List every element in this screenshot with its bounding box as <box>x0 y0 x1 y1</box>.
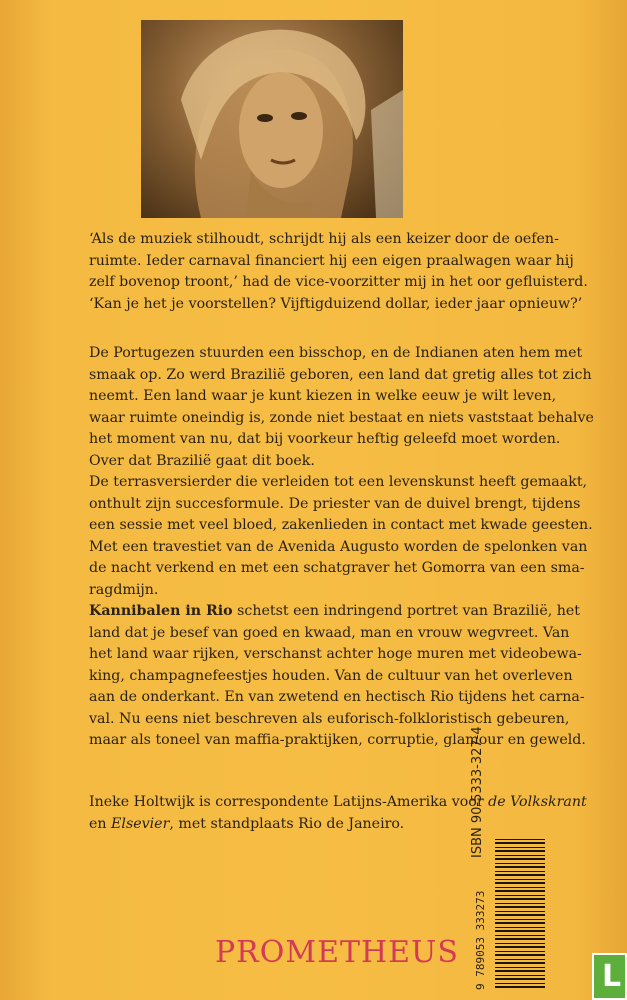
barcode <box>495 838 545 988</box>
text-line: land dat je besef van goed en kwaad, man en vrouw wegvreet. Van <box>89 624 570 641</box>
library-label <box>592 953 627 1000</box>
text-line: ‘Kan je het je voorstellen? Vijftigduizend dollar, ieder jaar opnieuw?’ <box>89 295 583 312</box>
text-fragment: en <box>89 815 112 832</box>
newspaper-name: de Volkskrant <box>488 794 587 810</box>
magazine-name: Elsevier <box>111 815 170 832</box>
text-line: Met een travestiet van de Avenida Augusto worden de spelonken van <box>89 538 588 555</box>
text-line: neemt. Een land waar je kunt kiezen in welke eeuw je wilt leven, <box>89 388 557 404</box>
publisher-logo: PROMETHEUS <box>215 935 459 970</box>
text-line: ragdmijn. <box>89 581 159 598</box>
quote-paragraph <box>89 229 588 315</box>
text-line: aan de onderkant. En van zwetend en hectisch Rio tijdens het carna- <box>89 689 585 705</box>
text-line: De terrasversierder die verleiden tot een levenskunst heeft gemaakt, <box>89 474 588 490</box>
description-paragraph <box>89 343 594 601</box>
isbn-text: ISBN 90-5333-327-4 <box>470 726 485 858</box>
text-line: een sessie met veel bloed, zakenlieden in contact met kwade geesten. <box>89 517 593 533</box>
text-line: het moment van nu, dat bij voorkeur heftig geleefd moet worden. <box>89 431 561 447</box>
text-fragment: , met standplaats Rio de Janeiro. <box>169 815 405 832</box>
text-line: waar ruimte oneindig is, zonde niet bestaat en niets vaststaat behalve <box>89 409 594 426</box>
text-fragment: Ineke Holtwijk is correspondente Latijns-Amerika voor <box>89 794 489 810</box>
text-line: zelf bovenop troont,’ had de vice-voorzitter mij in het oor gefluisterd. <box>89 274 588 290</box>
text-line: de nacht verkend en met een schatgraver het Gomorra van een sma- <box>89 560 585 576</box>
text-line: onthult zijn succesformule. De priester van de duivel brengt, tijdens <box>89 495 581 512</box>
author-photo <box>141 20 403 218</box>
book-title: Kannibalen in Rio <box>89 603 233 619</box>
text-line: maar als toneel van maffia-praktijken, corruptie, glamour en geweld. <box>89 732 586 748</box>
text-fragment: schetst een indringend portret van Brazilië, het <box>232 603 580 619</box>
text-line: val. Nu eens niet beschreven als euforisch-folkloristisch gebeuren, <box>89 710 570 727</box>
barcode-number: 9 789053 333273 <box>474 890 487 990</box>
label-letter: L <box>602 959 622 994</box>
text-line <box>89 601 580 623</box>
text-line: ruimte. Ieder carnaval financiert hij een eigen praalwagen waar hij <box>89 252 574 269</box>
text-line: Over dat Brazilië gaat dit boek. <box>89 452 315 469</box>
text-line: smaak op. Zo werd Brazilië geboren, een land dat gretig alles tot zich <box>89 366 592 383</box>
text-line: De Portugezen stuurden een bisschop, en de Indianen aten hem met <box>89 345 583 361</box>
text-line: king, champagnefeestjes houden. Van de cultuur van het overleven <box>89 667 573 684</box>
text-line: het land waar rijken, verschanst achter hoge muren met videobewa- <box>89 646 582 662</box>
text-line: ‘Als de muziek stilhoudt, schrijdt hij als een keizer door de oefen- <box>89 231 559 247</box>
